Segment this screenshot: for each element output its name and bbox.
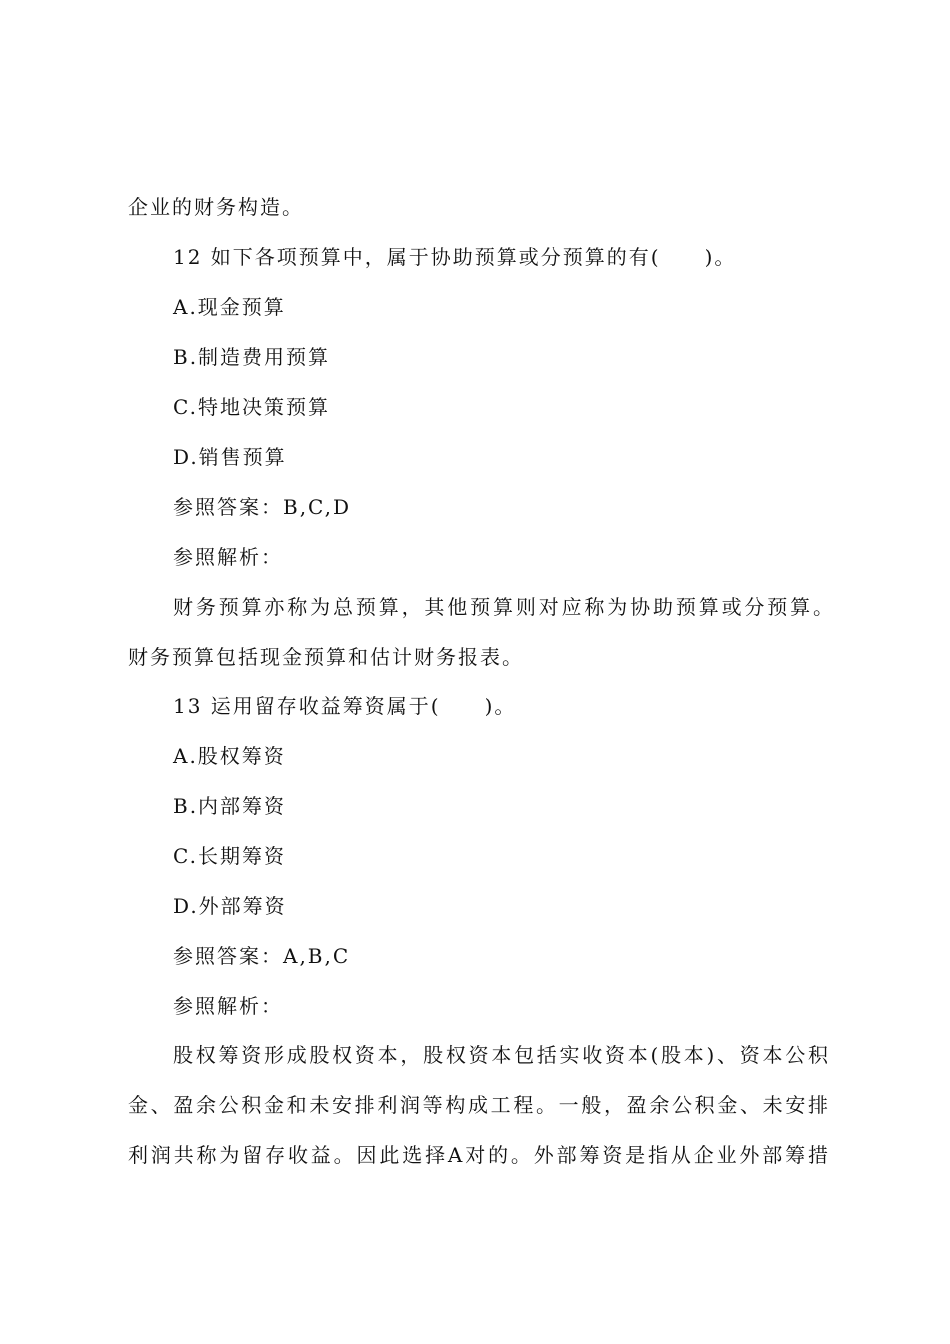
question-12-analysis-line-1: 财务预算亦称为总预算，其他预算则对应称为协助预算或分预算。 [173,595,833,619]
question-13-option-d: D.外部筹资 [173,894,287,918]
question-13-option-a: A.股权筹资 [173,744,286,768]
question-13-analysis-line-2: 金、盈余公积金和未安排利润等构成工程。一般，盈余公积金、未安排 [128,1093,828,1117]
question-12-stem: 12 如下各项预算中，属于协助预算或分预算的有( )。 [173,245,737,269]
question-13-option-c: C.长期筹资 [173,844,286,868]
question-12-analysis-label: 参照解析： [173,545,283,569]
question-12-option-a: A.现金预算 [173,295,286,319]
question-12-analysis-line-2: 财务预算包括现金预算和估计财务报表。 [128,645,524,669]
question-13-answer: 参照答案：A,B,C [173,944,351,968]
question-13-stem: 13 运用留存收益筹资属于( )。 [173,694,517,718]
question-13-option-b: B.内部筹资 [173,794,287,818]
question-13-analysis-line-3: 利润共称为留存收益。因此选择A对的。外部筹资是指从企业外部筹措 [128,1143,828,1167]
question-12-option-c: C.特地决策预算 [173,395,330,419]
question-12-answer: 参照答案：B,C,D [173,495,352,519]
question-12-option-b: B.制造费用预算 [173,345,331,369]
question-12-option-d: D.销售预算 [173,445,287,469]
question-13-analysis-line-1: 股权筹资形成股权资本，股权资本包括实收资本(股本)、资本公积 [173,1043,828,1067]
question-13-analysis-label: 参照解析： [173,994,283,1018]
text-line-continuation: 企业的财务构造。 [128,195,304,219]
